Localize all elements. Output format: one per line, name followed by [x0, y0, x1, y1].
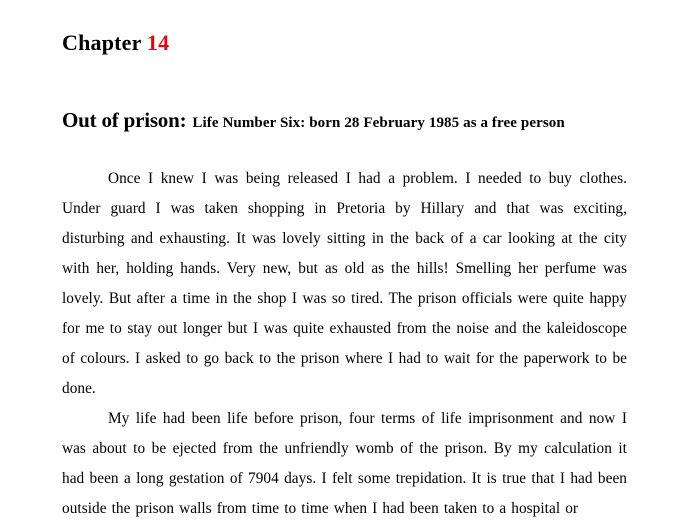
- chapter-label: Chapter: [62, 30, 142, 55]
- section-subtitle: Life Number Six: born 28 February 1985 as a free person: [192, 115, 565, 132]
- body-text: [62, 164, 627, 524]
- section-heading: [62, 108, 627, 133]
- chapter-number: 14: [146, 30, 170, 55]
- section-title: Out of prison:: [62, 108, 187, 133]
- paragraph: My life had been life before prison, four terms of life imprisonment and now I was about to be ejected from the unfriendly womb of the prison. By my calculation it had been a long gestation of 7904 days. I felt some trepidation. It is true that I had been outside the prison walls from time to time when I had been taken to a hospital or: [62, 409, 627, 517]
- chapter-heading: [62, 30, 627, 56]
- paragraph: Once I knew I was being released I had a problem. I needed to buy clothes. Under guard I was taken shopping in Pretoria by Hillary and that was exciting, disturbing and exhausting. It was lovely sitting in the back of a car looking at the city with her, holding hands. Very new, but as old as the hills! Smelling her perfume was lovely. But after a time in the shop I was so tired. The prison officials were quite happy for me to stay out longer but I was quite exhausted from the noise and the kaleidoscope of colours. I asked to go back to the prison where I had to wait for the paperwork to be done.: [62, 169, 627, 397]
